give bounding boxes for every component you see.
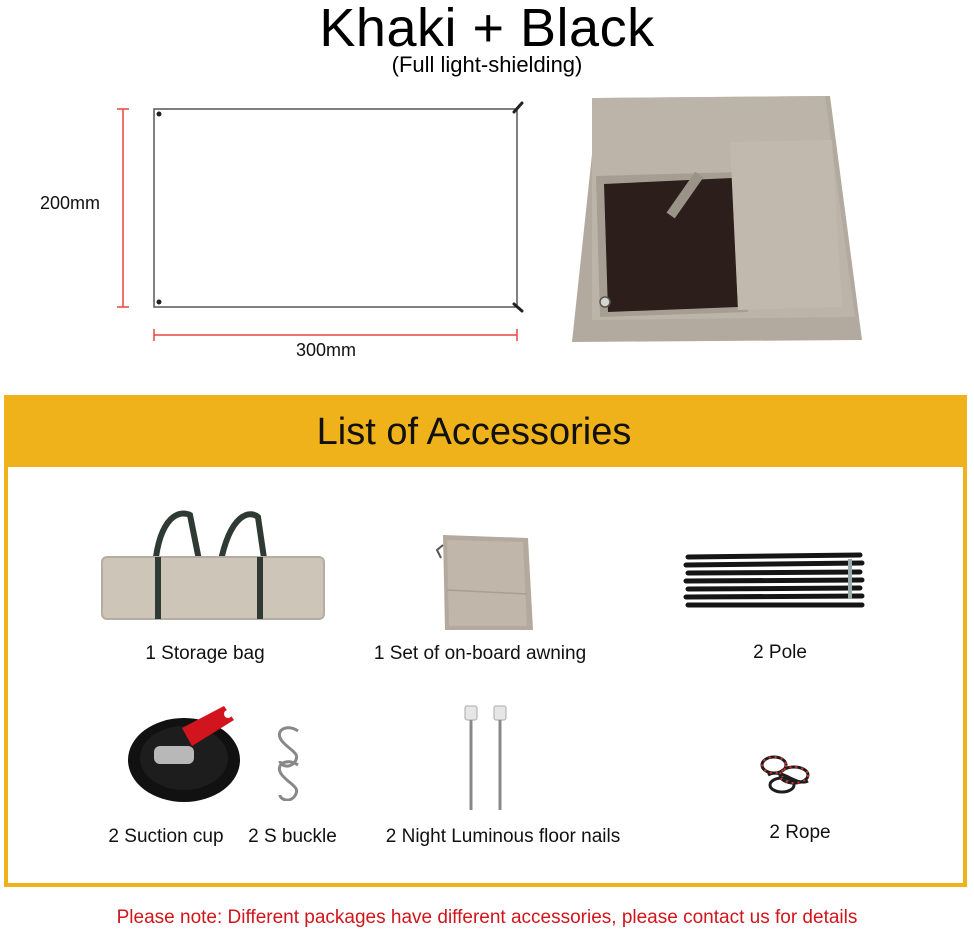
floor-nails-image (456, 700, 516, 815)
s-buckle-image (268, 723, 313, 801)
grommet-dot (157, 300, 162, 305)
caption-rope: 2 Rope (769, 822, 831, 843)
accessories-title: List of Accessories (316, 411, 632, 453)
rope-image (752, 745, 822, 805)
floor-nail (494, 706, 506, 810)
height-label: 200mm (40, 193, 101, 213)
pole-set (686, 555, 862, 605)
corner-strap (514, 103, 522, 112)
caption-s-buckle: 2 S buckle (248, 826, 337, 847)
grommet-icon (600, 297, 610, 307)
package-note: Please note: Different packages have different accessories, please contact us for details (116, 907, 858, 928)
bag-body (102, 557, 324, 619)
width-label: 300mm (296, 340, 357, 360)
grommet-dot (157, 112, 162, 117)
pole-image (680, 545, 870, 620)
awning-image (433, 530, 538, 635)
black-lining (604, 178, 738, 312)
storage-bag-image (100, 505, 325, 630)
folded-awning-photo (570, 92, 870, 347)
suction-cup-hook (154, 746, 194, 764)
suction-cup-image (122, 700, 247, 805)
caption-floor-nails: 2 Night Luminous floor nails (385, 826, 621, 847)
caption-awning: 1 Set of on-board awning (373, 643, 587, 664)
page-title: Khaki + Black (319, 0, 655, 58)
dimension-diagram (100, 95, 540, 365)
caption-storage-bag: 1 Storage bag (145, 643, 265, 664)
caption-pole: 2 Pole (753, 642, 807, 663)
awning-outline (154, 109, 517, 307)
floor-nail (465, 706, 477, 810)
page-subtitle: (Full light-shielding) (391, 52, 583, 77)
caption-suction-cup: 2 Suction cup (108, 826, 224, 847)
